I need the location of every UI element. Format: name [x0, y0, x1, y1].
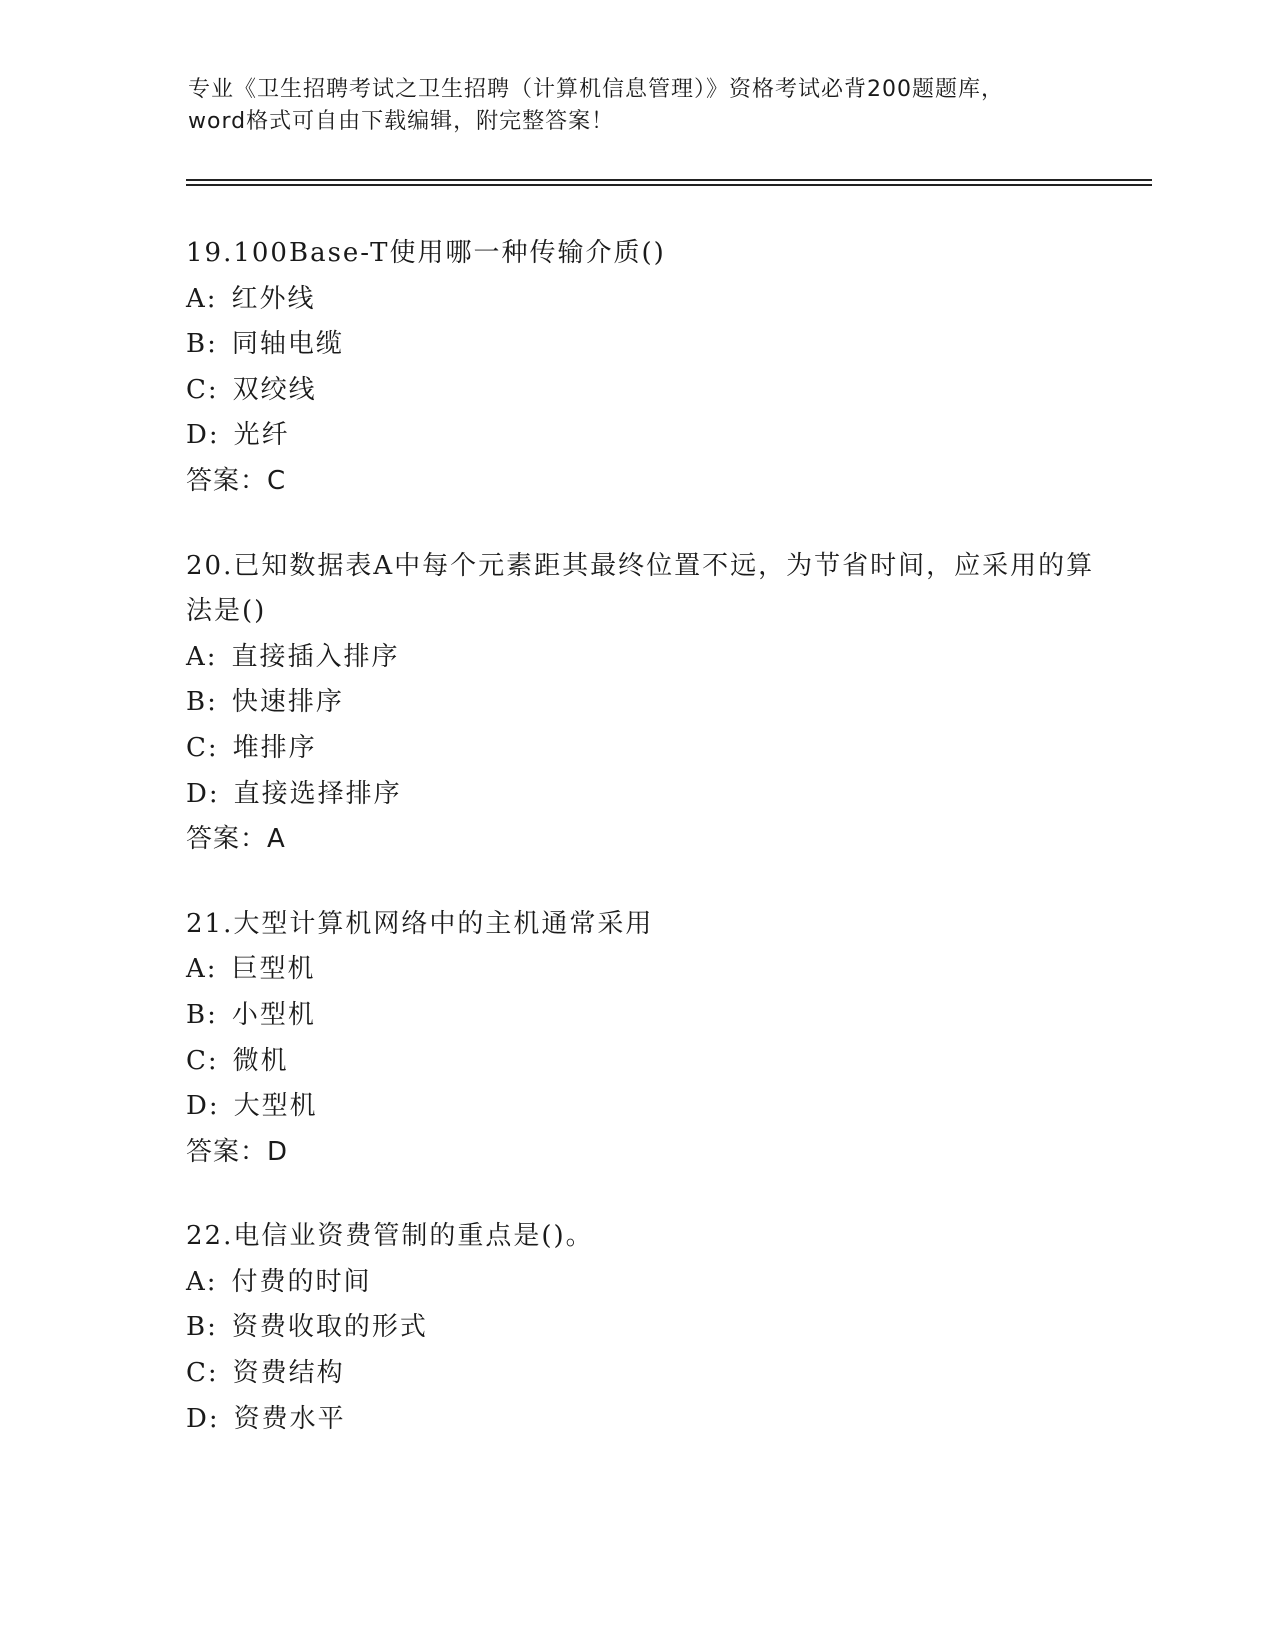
option-label: B: — [186, 329, 218, 360]
option-label: B: — [186, 687, 218, 718]
option-c — [186, 368, 1116, 414]
option-label: C: — [186, 374, 219, 405]
option-text: 资费水平 — [233, 1403, 346, 1434]
header-divider-bottom — [186, 184, 1152, 186]
option-b — [186, 680, 1116, 726]
option-text: 微机 — [232, 1045, 289, 1076]
question-stem: 21.大型计算机网络中的主机通常采用 — [186, 908, 654, 939]
answer-line: 答案：C — [186, 465, 287, 496]
option-c — [186, 1039, 1116, 1085]
question-20 — [186, 544, 1116, 863]
option-a — [186, 1260, 1116, 1306]
option-b — [186, 993, 1116, 1039]
answer-line: 答案：A — [186, 824, 286, 855]
option-label: A: — [186, 641, 218, 672]
option-b — [186, 322, 1116, 368]
option-text: 直接选择排序 — [233, 778, 402, 809]
option-text: 巨型机 — [231, 954, 316, 985]
option-label: D: — [186, 1091, 220, 1122]
option-label: A: — [186, 1266, 218, 1297]
option-text: 快速排序 — [231, 687, 344, 718]
header-divider-top — [186, 179, 1152, 181]
option-a — [186, 277, 1116, 323]
question-stem: 20.已知数据表A中每个元素距其最终位置不远，为节省时间，应采用的算法是() — [186, 550, 1095, 627]
option-d — [186, 413, 1116, 459]
option-text: 红外线 — [231, 283, 316, 314]
option-text: 付费的时间 — [231, 1266, 372, 1297]
option-label: D: — [186, 778, 220, 809]
answer-line: 答案：D — [186, 1136, 289, 1167]
option-d — [186, 772, 1116, 818]
option-d — [186, 1084, 1116, 1130]
option-label: B: — [186, 1312, 218, 1343]
option-b — [186, 1305, 1116, 1351]
header-line-2: word格式可自由下载编辑，附完整答案！ — [188, 109, 615, 134]
option-c — [186, 726, 1116, 772]
option-label: C: — [186, 1358, 219, 1389]
option-text: 堆排序 — [232, 732, 317, 763]
option-label: B: — [186, 999, 218, 1030]
option-label: A: — [186, 954, 218, 985]
option-text: 大型机 — [233, 1091, 318, 1122]
header-line-1: 专业《卫生招聘考试之卫生招聘（计算机信息管理）》资格考试必背200题题库， — [188, 77, 1004, 102]
question-stem: 19.100Base-T使用哪一种传输介质() — [186, 238, 666, 268]
option-a — [186, 635, 1116, 681]
option-label: C: — [186, 732, 219, 763]
option-text: 同轴电缆 — [231, 329, 344, 360]
option-c — [186, 1351, 1116, 1397]
question-22 — [186, 1214, 1116, 1442]
document-header — [188, 74, 1088, 138]
question-stem: 22.电信业资费管制的重点是()。 — [186, 1221, 594, 1252]
option-a — [186, 947, 1116, 993]
option-text: 小型机 — [231, 999, 316, 1030]
option-label: D: — [186, 1403, 220, 1434]
question-21 — [186, 902, 1116, 1176]
question-19 — [186, 231, 1116, 505]
option-text: 双绞线 — [232, 374, 317, 405]
option-text: 光纤 — [233, 420, 290, 451]
question-list — [186, 231, 1116, 1442]
option-label: A: — [186, 283, 218, 314]
option-text: 资费结构 — [232, 1358, 345, 1389]
option-d — [186, 1397, 1116, 1443]
option-label: D: — [186, 420, 220, 451]
option-text: 直接插入排序 — [231, 641, 400, 672]
option-text: 资费收取的形式 — [231, 1312, 428, 1343]
option-label: C: — [186, 1045, 219, 1076]
